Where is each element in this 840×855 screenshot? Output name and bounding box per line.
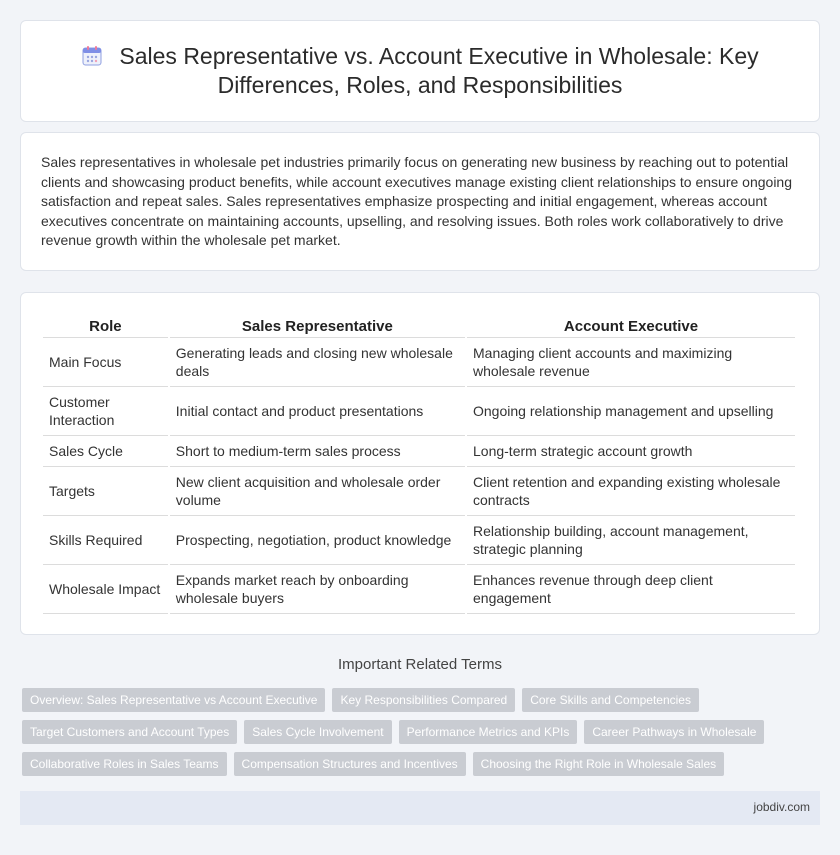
role-cell: Customer Interaction	[43, 387, 168, 436]
account-exec-cell: Relationship building, account management, strategic planning	[467, 516, 795, 565]
account-exec-cell: Managing client accounts and maximizing wholesale revenue	[467, 338, 795, 387]
intro-card	[20, 132, 820, 271]
footer-site-link[interactable]: jobdiv.com	[753, 800, 810, 814]
header-sales-representative: Sales Representative	[170, 313, 465, 338]
related-terms-tags	[22, 688, 812, 776]
header-card	[20, 20, 820, 122]
calendar-icon	[81, 45, 103, 67]
related-tag[interactable]: Collaborative Roles in Sales Teams	[22, 752, 227, 776]
related-tag[interactable]: Compensation Structures and Incentives	[234, 752, 466, 776]
related-tag[interactable]: Career Pathways in Wholesale	[584, 720, 764, 744]
related-tag[interactable]: Key Responsibilities Compared	[332, 688, 515, 712]
table-row	[43, 467, 795, 516]
comparison-table	[41, 313, 797, 614]
page-title: Sales Representative vs. Account Executive in Wholesale: Key Differences, Roles, and Responsibilities	[119, 43, 759, 98]
table-row	[43, 565, 795, 614]
related-tag[interactable]: Performance Metrics and KPIs	[399, 720, 578, 744]
comparison-table-card	[20, 292, 820, 635]
related-tag[interactable]: Core Skills and Competencies	[522, 688, 699, 712]
sales-rep-cell: Generating leads and closing new wholesale deals	[170, 338, 465, 387]
footer-bar	[20, 791, 820, 825]
related-tag[interactable]: Target Customers and Account Types	[22, 720, 237, 744]
sales-rep-cell: Prospecting, negotiation, product knowledge	[170, 516, 465, 565]
account-exec-cell: Ongoing relationship management and upselling	[467, 387, 795, 436]
related-tag[interactable]: Sales Cycle Involvement	[244, 720, 391, 744]
sales-rep-cell: Initial contact and product presentations	[170, 387, 465, 436]
account-exec-cell: Enhances revenue through deep client engagement	[467, 565, 795, 614]
table-row	[43, 436, 795, 467]
related-terms-title: Important Related Terms	[338, 656, 502, 673]
account-exec-cell: Long-term strategic account growth	[467, 436, 795, 467]
sales-rep-cell: Short to medium-term sales process	[170, 436, 465, 467]
header-account-executive: Account Executive	[467, 313, 795, 338]
table-row	[43, 387, 795, 436]
table-row	[43, 338, 795, 387]
header-role: Role	[43, 313, 168, 338]
related-tag[interactable]: Choosing the Right Role in Wholesale Sales	[473, 752, 724, 776]
role-cell: Sales Cycle	[43, 436, 168, 467]
role-cell: Main Focus	[43, 338, 168, 387]
table-header-row	[43, 313, 795, 338]
role-cell: Wholesale Impact	[43, 565, 168, 614]
table-row	[43, 516, 795, 565]
role-cell: Skills Required	[43, 516, 168, 565]
role-cell: Targets	[43, 467, 168, 516]
sales-rep-cell: New client acquisition and wholesale order volume	[170, 467, 465, 516]
page-title-wrap	[61, 42, 779, 100]
account-exec-cell: Client retention and expanding existing wholesale contracts	[467, 467, 795, 516]
sales-rep-cell: Expands market reach by onboarding wholesale buyers	[170, 565, 465, 614]
intro-paragraph: Sales representatives in wholesale pet industries primarily focus on generating new business by reaching out to potential clients and showcasing product benefits, while account executives manage existing client relationships to ensure ongoing satisfaction and repeat sales. Sales representatives emphasize prospecting and initial engagement, whereas account executives concentrate on maintaining accounts, upselling, and resolving issues. Both roles work collaboratively to drive revenue growth within the wholesale pet market.	[41, 154, 793, 248]
related-tag[interactable]: Overview: Sales Representative vs Account Executive	[22, 688, 325, 712]
